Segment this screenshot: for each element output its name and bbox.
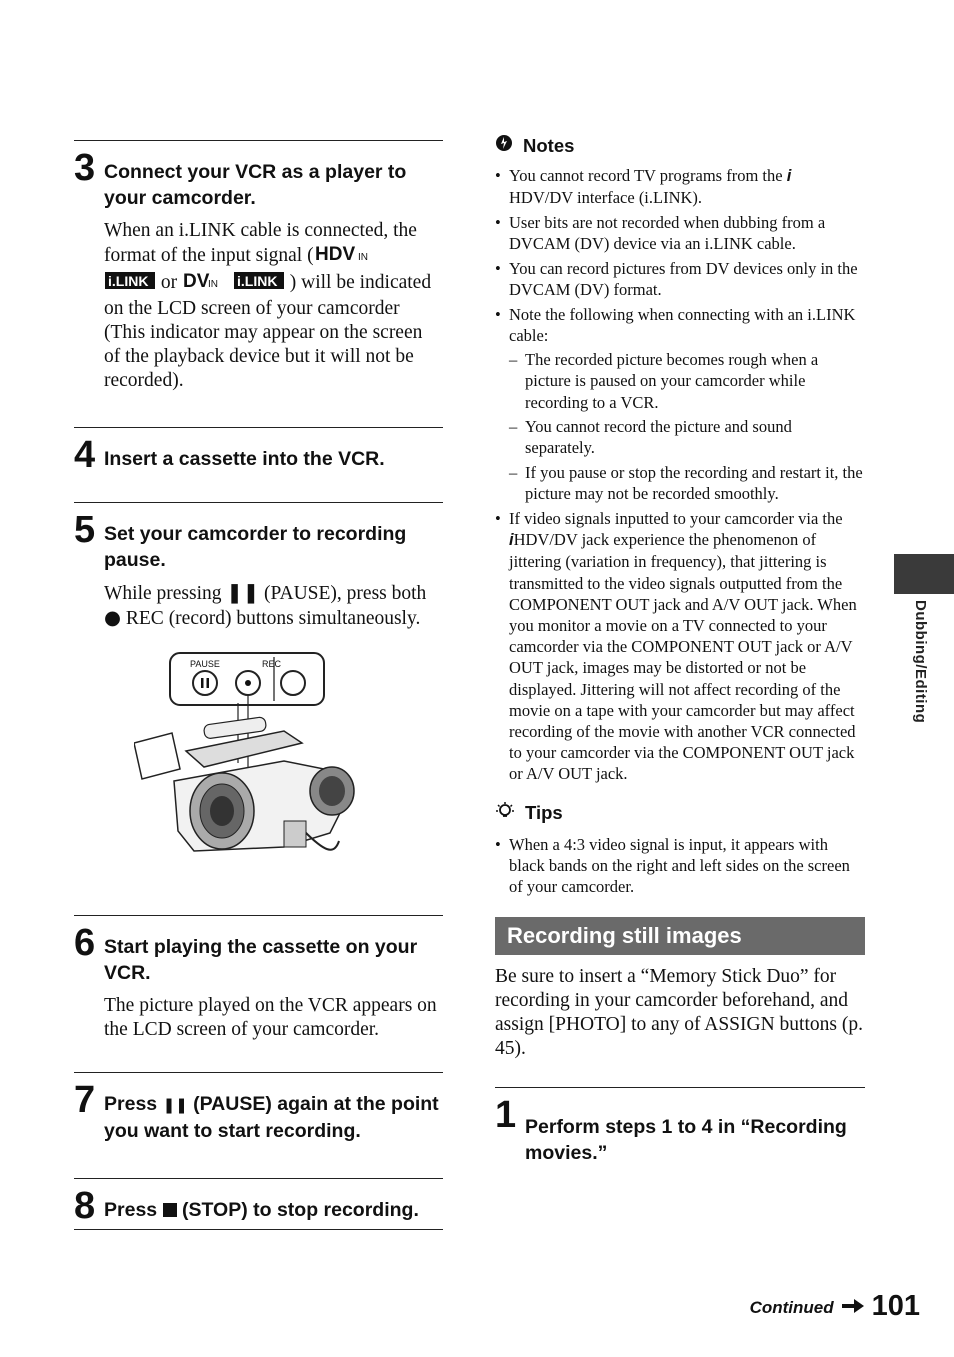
ilink-badge-text: i.LINK [108,273,149,289]
step-number: 3 [74,147,96,189]
step-title: Connect your VCR as a player to your camcorder. [104,161,407,209]
step-number: 8 [74,1185,96,1227]
notes-icon [495,134,513,157]
step-5 [74,502,443,915]
pause-icon: ❚❚ [226,581,260,604]
step-number: 6 [74,922,96,964]
step-3 [74,140,443,427]
camcorder-illustration [134,651,374,891]
rec-label: REC [262,659,282,669]
stop-icon [163,1203,177,1217]
step-body-text: (PAUSE), press both [259,583,427,604]
note-text: HDV/DV jack experience the phenomenon of jittering (variation in frequency), that jittering is transmitted to the video signals outputted from the COMPONENT OUT jack and A/V OUT jack. When you monitor a movie on a TV connected to your camcorder via the COMPONENT OUT jack or A/V OUT jack, images may be distorted or not be displayed. Jittering will not affect recording of the movie on a tape with your camcorder but may affect recording of the movie with another VCR connected to your camcorder via the COMPONENT OUT jack or A/V OUT jack. [509,530,857,784]
tips-list [495,834,865,898]
ilink-icon [104,270,156,297]
notes-title: Notes [523,134,575,156]
lightbulb-icon [495,801,515,826]
notes-list [495,165,865,785]
step-body [104,581,443,631]
record-dot-icon: ● [104,606,122,629]
step-title-text: Press [104,1093,163,1115]
chapter-tab [894,554,954,594]
hdv-in-icon [314,243,370,270]
step-body [104,219,443,393]
note-text: You cannot record TV programs from the [509,166,783,185]
note-text: HDV/DV interface (i.LINK). [509,188,703,208]
note-text: Note the following when connecting with an i.LINK cable: [509,304,856,345]
tips-title: Tips [525,802,563,824]
ilink-logo-icon: i [786,167,792,185]
step-8 [74,1178,443,1230]
list-item [495,304,865,505]
step-7 [74,1072,443,1178]
list-item: • When a 4:3 video signal is input, it appears with black bands on the right and left sides on the screen of your camcorder. [495,834,865,898]
right-column [495,130,865,1166]
list-item: – If you pause or stop the recording and restart it, the picture may not be recorded smoothly. [509,462,865,504]
ilink-logo-icon: i [509,531,514,550]
section-intro: Be sure to insert a “Memory Stick Duo” for recording in your camcorder beforehand, and assign [PHOTO] to any of ASSIGN buttons (p. 45). [495,966,863,1060]
page-number: 101 [871,1290,920,1322]
step-title-text: (PAUSE) again at the point you want to start recording. [104,1093,439,1142]
step-number: 7 [74,1079,96,1121]
list-item: • User bits are not recorded when dubbing from a DVCAM (DV) device via an i.LINK cable. [495,212,865,254]
step-number: 1 [495,1094,517,1137]
page-footer [750,1290,920,1322]
tips-heading [495,801,865,826]
notes-heading [495,134,865,157]
in-badge-text: IN [357,252,368,263]
list-item [495,508,865,785]
note-text: If video signals inputted to your camcorder via the [509,509,843,529]
step-number: 4 [74,434,96,476]
section-step-1 [495,1087,865,1166]
step-number: 5 [74,509,96,551]
step-title [104,1187,443,1223]
hdv-badge-text: HDV [314,244,355,263]
step-body-text: When an i.LINK cable is connected, the format of the input signal ( [104,220,417,266]
list-item: • You can record pictures from DV devices only in the DVCAM (DV) format. [495,258,865,300]
list-item: – The recorded picture becomes rough when a picture is paused on your camcorder while recording to a VCR. [509,349,865,413]
list-item: – You cannot record the picture and sound separately. [509,416,865,458]
step-title: Perform steps 1 to 4 in “Recording movies.” [525,1116,847,1165]
in-badge-text: IN [208,279,218,290]
step-title [104,1081,443,1144]
step-title: Set your camcorder to recording pause. [104,523,407,571]
left-column [74,140,443,1230]
step-4 [74,427,443,502]
dv-badge-text: DV [183,271,210,290]
step-body-text: ) will be indicated on the LCD screen of your camcorder (This indicator may appear on the screen of the playback device but it will not be recorded). [104,271,432,391]
step-body-text: or [160,271,182,293]
step-title-text: Press [104,1199,163,1221]
chapter-tab-label: Dubbing/Editing [912,600,929,724]
continued-label: Continued [749,1298,834,1317]
list-item [495,165,865,208]
ilink-badge-text: i.LINK [236,273,278,289]
step-body: The picture played on the VCR appears on the LCD screen of your camcorder. [104,995,437,1040]
step-body-text: While pressing [104,583,227,604]
pause-icon: ❚❚ [162,1096,188,1114]
step-body-text: REC (record) buttons simultaneously. [121,608,421,629]
pause-label: PAUSE [190,659,220,669]
ilink-icon [233,270,285,297]
step-title-text: (STOP) to stop recording. [176,1199,419,1221]
dv-in-icon [182,270,228,297]
arrow-right-icon [842,1299,864,1322]
section-heading: Recording still images [495,917,865,955]
step-6 [74,915,443,1072]
step-title: Insert a cassette into the VCR. [104,448,385,470]
notes-sublist [509,349,865,504]
step-title: Start playing the cassette on your VCR. [104,936,418,984]
